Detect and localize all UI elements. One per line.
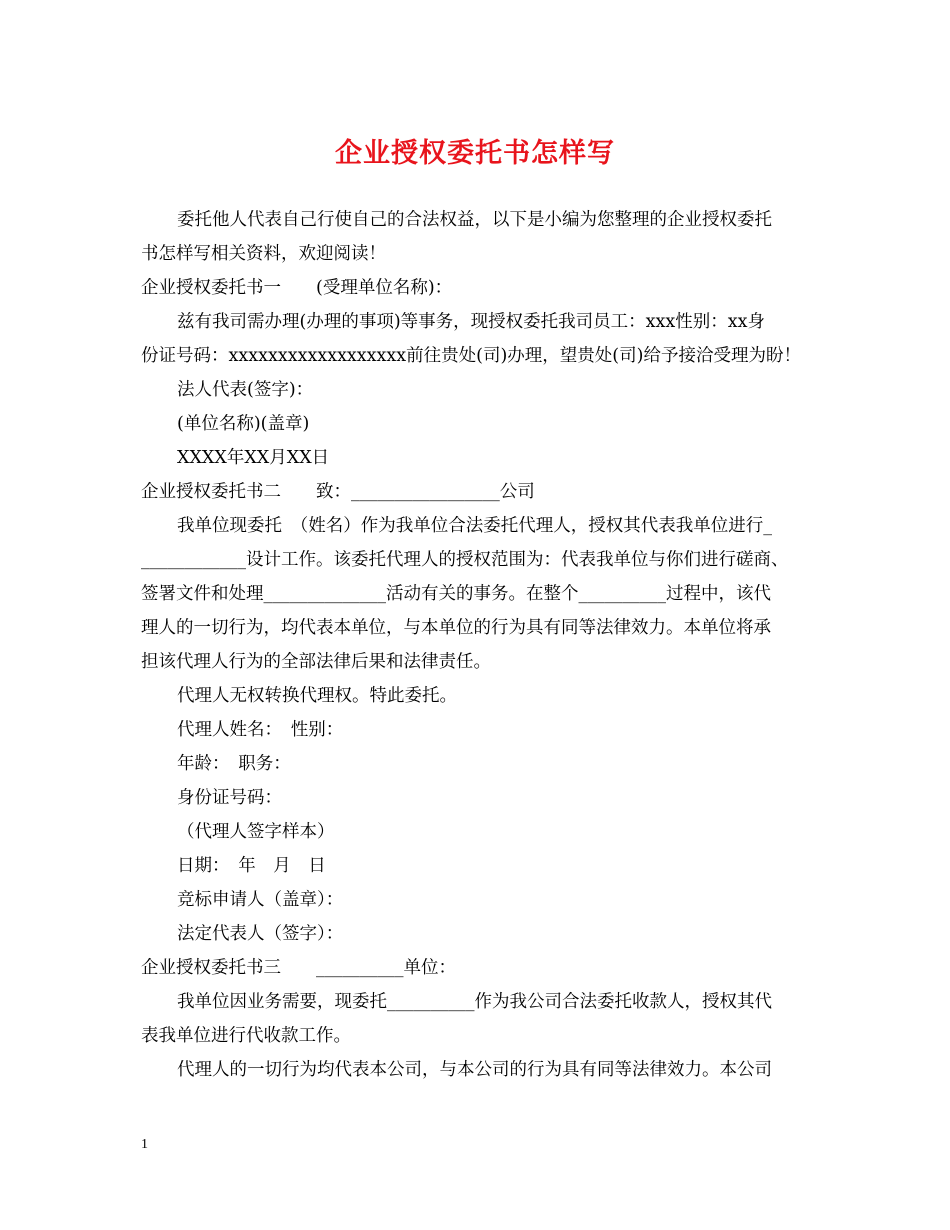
- date-line: XXXX年XX月XX日: [177, 448, 330, 468]
- signature-line: 法人代表(签字)：: [177, 380, 314, 400]
- paragraph-line: ____________设计工作。该委托代理人的授权范围为：代表我单位与你们进行磋商、: [141, 550, 789, 570]
- paragraph-line: 表我单位进行代收款工作。: [141, 1026, 351, 1046]
- paragraph-line: 我单位因业务需要，现委托__________作为我公司合法委托收款人，授权其代: [177, 992, 772, 1012]
- section-heading-three: 企业授权委托书三 __________单位：: [141, 958, 456, 978]
- paragraph-line: 书怎样写相关资料，欢迎阅读！: [141, 244, 386, 264]
- form-field-line: 日期： 年 月 日: [177, 856, 326, 876]
- section-heading-one: 企业授权委托书一 (受理单位名称)：: [141, 278, 453, 298]
- form-field-line: 代理人姓名： 性别：: [177, 720, 344, 740]
- paragraph-line: 理人的一切行为，均代表本单位，与本单位的行为具有同等法律效力。本单位将承: [141, 618, 771, 638]
- form-field-line: 竞标申请人（盖章）：: [177, 890, 344, 910]
- paragraph-line: 签署文件和处理______________活动有关的事务。在整个__________过程中，该代: [141, 584, 771, 604]
- seal-line: (单位名称)(盖章): [177, 414, 310, 434]
- page-number: 1: [141, 1137, 148, 1152]
- paragraph-line: 兹有我司需办理(办理的事项)等事务，现授权委托我司员工：xxx性别：xx身: [177, 312, 765, 332]
- paragraph-line: 担该代理人行为的全部法律后果和法律责任。: [141, 652, 491, 672]
- paragraph-line: 委托他人代表自己行使自己的合法权益，以下是小编为您整理的企业授权委托: [177, 210, 772, 230]
- form-field-line: 年龄： 职务：: [177, 754, 291, 774]
- paragraph-line: 我单位现委托 （姓名）作为我单位合法委托代理人，授权其代表我单位进行_: [177, 516, 772, 536]
- paragraph-line: 代理人无权转换代理权。特此委托。: [177, 686, 457, 706]
- paragraph-line: 份证号码：xxxxxxxxxxxxxxxxxx前往贵处(司)办理，望贵处(司)给予接洽受理为盼！: [141, 346, 801, 366]
- form-field-line: 法定代表人（签字）：: [177, 924, 344, 944]
- section-heading-two: 企业授权委托书二 致：_________________公司: [141, 482, 535, 502]
- form-field-line: 身份证号码：: [177, 788, 282, 808]
- paragraph-line: 代理人的一切行为均代表本公司，与本公司的行为具有同等法律效力。本公司: [177, 1060, 772, 1080]
- document-title: 企业授权委托书怎样写: [335, 138, 615, 169]
- form-field-line: （代理人签字样本）: [177, 822, 335, 842]
